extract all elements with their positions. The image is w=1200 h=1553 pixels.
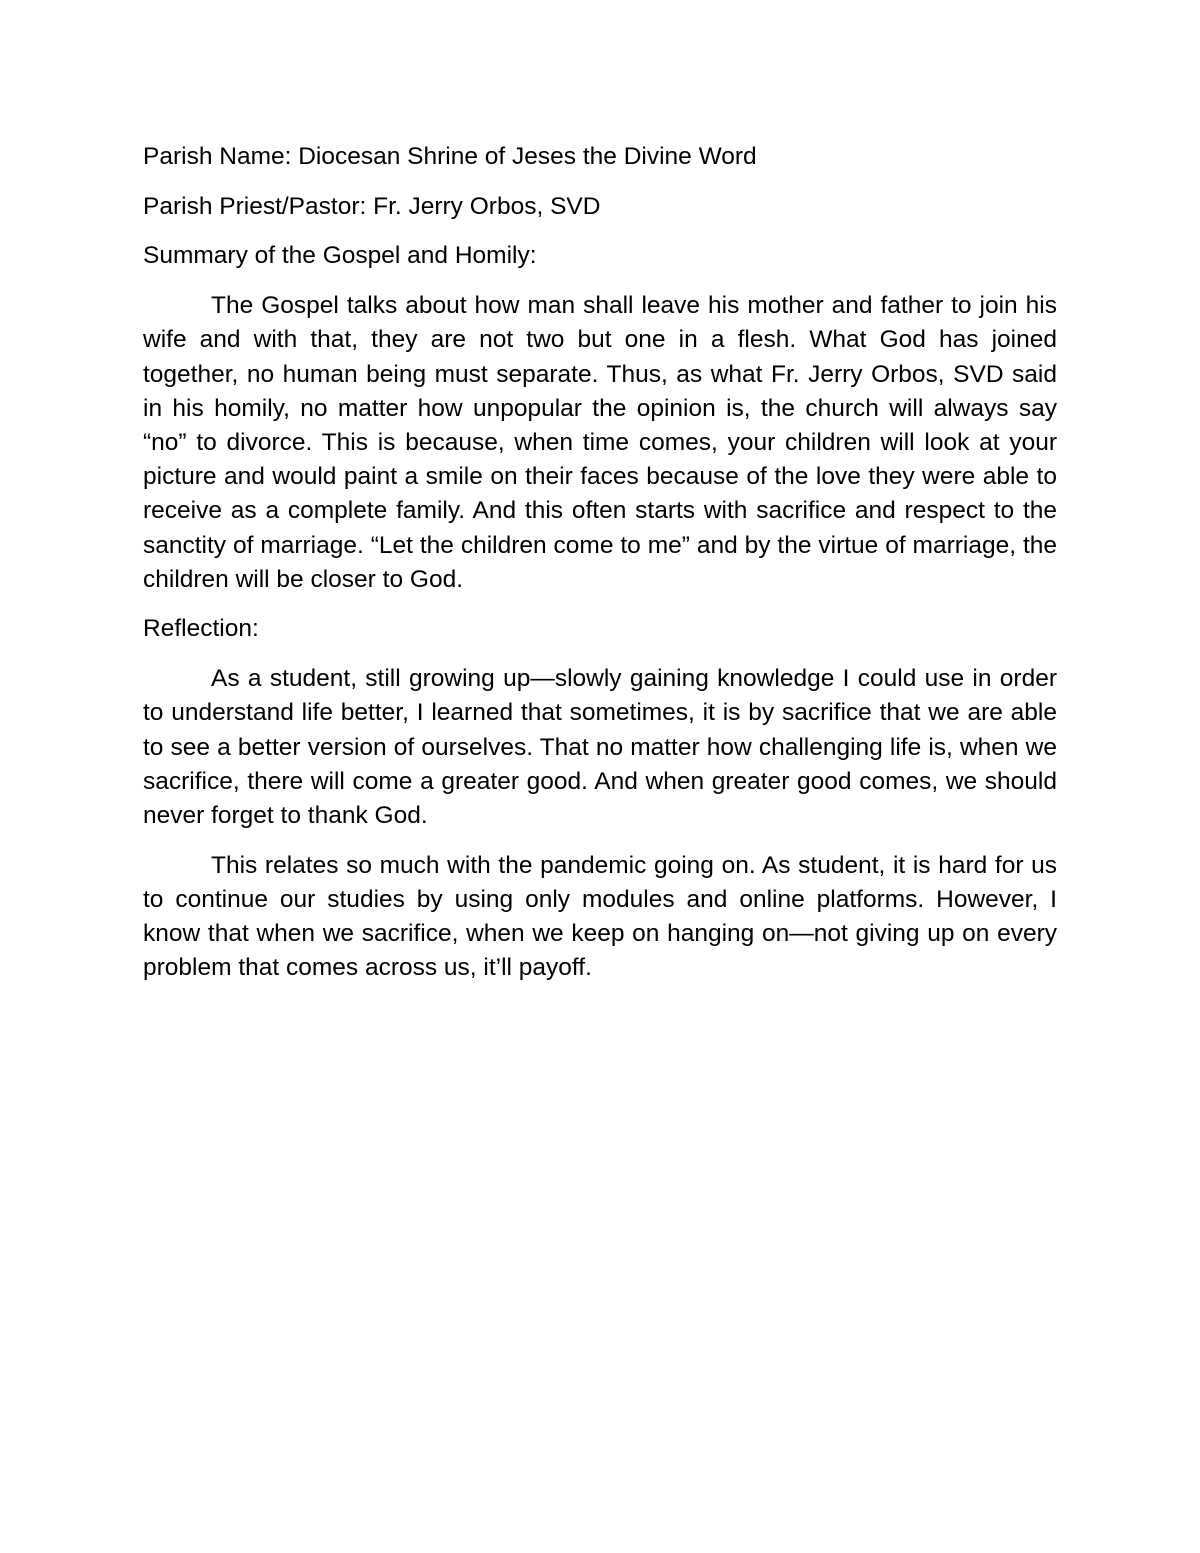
reflection-heading: Reflection: <box>143 615 259 643</box>
parish-name-line: Parish Name: Diocesan Shrine of Jeses the Divine Word <box>143 143 757 170</box>
document-body <box>143 140 1057 1001</box>
summary-heading: Summary of the Gospel and Homily: <box>143 242 537 270</box>
reflection-paragraph: This relates so much with the pandemic going on. As student, it is hard for us to continue our studies by using only modules and online platforms. However, I know that when we sacrifice, when we keep on hanging on—not giving up on every problem that comes across us, it’ll payoff. <box>143 851 1057 982</box>
reflection-paragraph: As a student, still growing up—slowly gaining knowledge I could use in order to understand life better, I learned that sometimes, it is by sacrifice that we are able to see a better version of ourselves. That no matter how challenging life is, when we sacrifice, there will come a greater good. And when greater good comes, we should never forget to thank God. <box>143 665 1057 829</box>
parish-priest-line: Parish Priest/Pastor: Fr. Jerry Orbos, SVD <box>143 192 601 220</box>
summary-paragraph: The Gospel talks about how man shall leave his mother and father to join his wife and with that, they are not two but one in a flesh. What God has joined together, no human being must separate. Thus, as what Fr. Jerry Orbos, SVD said in his homily, no matter how unpopular the opinion is, the church will always say “no” to divorce. This is because, when time comes, your children will look at your picture and would paint a smile on their faces because of the love they were able to receive as a complete family. And this often starts with sacrifice and respect to the sanctity of marriage. “Let the children come to me” and by the virtue of marriage, the children will be closer to God. <box>143 292 1057 593</box>
